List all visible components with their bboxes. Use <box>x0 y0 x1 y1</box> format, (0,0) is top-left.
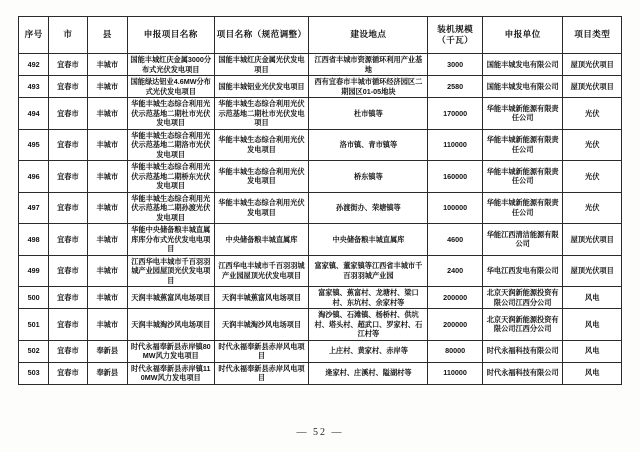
cell-capacity: 170000 <box>428 98 482 130</box>
cell-city: 宜春市 <box>49 76 87 98</box>
cell-type: 屋顶光伏项目 <box>563 54 622 76</box>
cell-project-name: 国能丰城铝业光伏发电项目 <box>214 76 309 98</box>
table-row <box>19 129 622 161</box>
cell-type: 光伏 <box>563 192 622 224</box>
cell-no: 500 <box>19 287 49 309</box>
header-capacity: 装机规模（千瓦） <box>428 17 482 54</box>
cell-site: 富家镇、蕉富村、龙塘村、梁口村、东坑村、余家村等 <box>309 287 428 309</box>
cell-county: 奉新县 <box>87 340 127 362</box>
cell-no: 492 <box>19 54 49 76</box>
cell-county: 丰城市 <box>87 224 127 256</box>
cell-capacity: 2400 <box>428 255 482 287</box>
header-site: 建设地点 <box>309 17 428 54</box>
cell-no: 503 <box>19 362 49 384</box>
cell-city: 宜春市 <box>49 129 87 161</box>
cell-declared-name: 时代永福奉新县赤岸镇80MW风力发电项目 <box>127 340 214 362</box>
cell-city: 宜春市 <box>49 362 87 384</box>
cell-type: 屋顶光伏项目 <box>563 224 622 256</box>
table-row <box>19 340 622 362</box>
cell-unit: 华能丰城新能源有限责任公司 <box>482 161 563 193</box>
cell-unit: 华能丰城新能源有限责任公司 <box>482 192 563 224</box>
cell-unit: 时代永福科技有限公司 <box>482 362 563 384</box>
cell-site: 淘沙镇、石滩镇、杨桥村、供坑村、塔头村、超武口、罗家村、石江村等 <box>309 309 428 341</box>
cell-declared-name: 华能丰城生态综合利用光伏示范基地二期桥东光伏发电项目 <box>127 161 214 193</box>
cell-unit: 北京天润新能源投资有限公司江西分公司 <box>482 309 563 341</box>
cell-no: 494 <box>19 98 49 130</box>
cell-type: 风电 <box>563 309 622 341</box>
cell-site: 西有宜春市丰城市循环经济园区二期园区01-05地块 <box>309 76 428 98</box>
cell-project-name: 天润丰城淘沙风电场项目 <box>214 309 309 341</box>
header-unit: 申报单位 <box>482 17 563 54</box>
header-city: 市 <box>49 17 87 54</box>
cell-unit: 国能丰城发电有限公司 <box>482 76 563 98</box>
cell-county: 丰城市 <box>87 129 127 161</box>
table-header-row <box>19 17 622 54</box>
cell-site: 逄家村、庄溪村、隘湖村等 <box>309 362 428 384</box>
cell-no: 502 <box>19 340 49 362</box>
cell-project-name: 江西华电丰城市千百羽羽城产业园屋顶光伏发电项目 <box>214 255 309 287</box>
cell-capacity: 80000 <box>428 340 482 362</box>
cell-declared-name: 天润丰城淘沙风电场项目 <box>127 309 214 341</box>
cell-type: 光伏 <box>563 161 622 193</box>
cell-project-name: 华能丰城生态综合利用光伏示范基地二期杜市光伏发电项目 <box>214 98 309 130</box>
cell-no: 498 <box>19 224 49 256</box>
cell-declared-name: 华能丰城生态综合利用光伏示范基地二期洛市光伏发电项目 <box>127 129 214 161</box>
cell-capacity: 2580 <box>428 76 482 98</box>
cell-declared-name: 华能丰城生态综合利用光伏示范基地二期杜市光伏发电项目 <box>127 98 214 130</box>
cell-unit: 华能江西清洁能源有限公司 <box>482 224 563 256</box>
cell-unit: 华电江西发电有限公司 <box>482 255 563 287</box>
projects-table <box>18 16 622 385</box>
cell-capacity: 110000 <box>428 129 482 161</box>
cell-project-name: 华能丰城生态综合利用光伏发电项目 <box>214 161 309 193</box>
cell-capacity: 110000 <box>428 362 482 384</box>
cell-city: 宜春市 <box>49 54 87 76</box>
cell-no: 497 <box>19 192 49 224</box>
cell-county: 丰城市 <box>87 98 127 130</box>
table-row <box>19 224 622 256</box>
cell-type: 屋顶光伏项目 <box>563 76 622 98</box>
cell-project-name: 天润丰城蕉富风电场项目 <box>214 287 309 309</box>
table-row <box>19 98 622 130</box>
cell-type: 屋顶光伏项目 <box>563 255 622 287</box>
cell-capacity: 100000 <box>428 192 482 224</box>
cell-declared-name: 国能绿达铝业4.6MW分布式光伏发电项目 <box>127 76 214 98</box>
cell-unit: 时代永福科技有限公司 <box>482 340 563 362</box>
cell-capacity: 200000 <box>428 309 482 341</box>
table-row <box>19 362 622 384</box>
cell-site: 洛市镇、青市镇等 <box>309 129 428 161</box>
cell-no: 493 <box>19 76 49 98</box>
table-header <box>19 17 622 54</box>
cell-project-name: 中央储备粮丰城直属库 <box>214 224 309 256</box>
cell-capacity: 200000 <box>428 287 482 309</box>
cell-unit: 国能丰城发电有限公司 <box>482 54 563 76</box>
cell-unit: 北京天润新能源投资有限公司江西分公司 <box>482 287 563 309</box>
cell-project-name: 华能丰城生态综合利用光伏发电项目 <box>214 129 309 161</box>
cell-capacity: 160000 <box>428 161 482 193</box>
cell-project-name: 华能丰城生态综合利用光伏发电项目 <box>214 192 309 224</box>
cell-site: 富家镇、董家镇等江西省丰城市千百羽羽城产业园 <box>309 255 428 287</box>
cell-site: 杜市镇等 <box>309 98 428 130</box>
cell-type: 光伏 <box>563 98 622 130</box>
cell-no: 496 <box>19 161 49 193</box>
cell-county: 丰城市 <box>87 161 127 193</box>
table-row <box>19 76 622 98</box>
header-county: 县 <box>87 17 127 54</box>
table-row <box>19 309 622 341</box>
cell-city: 宜春市 <box>49 98 87 130</box>
cell-site: 中央储备粮丰城直属库 <box>309 224 428 256</box>
cell-declared-name: 国能丰城红庆金属3000分布式光伏发电项目 <box>127 54 214 76</box>
cell-type: 光伏 <box>563 129 622 161</box>
cell-site: 江西省丰城市资源循环利用产业基地 <box>309 54 428 76</box>
cell-declared-name: 华能中央储备粮丰城直属库库分布式光伏发电电项目 <box>127 224 214 256</box>
table-row <box>19 161 622 193</box>
cell-site: 孙渡街办、荣塘镇等 <box>309 192 428 224</box>
cell-declared-name: 天润丰城蕉富风电场项目 <box>127 287 214 309</box>
header-no: 序号 <box>19 17 49 54</box>
cell-project-name: 国能丰城红庆金属光伏发电项目 <box>214 54 309 76</box>
table-row <box>19 287 622 309</box>
cell-unit: 华能丰城新能源有限责任公司 <box>482 129 563 161</box>
cell-type: 风电 <box>563 362 622 384</box>
cell-type: 风电 <box>563 340 622 362</box>
cell-city: 宜春市 <box>49 340 87 362</box>
cell-type: 风电 <box>563 287 622 309</box>
cell-capacity: 3000 <box>428 54 482 76</box>
cell-county: 丰城市 <box>87 309 127 341</box>
cell-no: 501 <box>19 309 49 341</box>
cell-county: 丰城市 <box>87 54 127 76</box>
cell-site: 上庄村、黄家村、赤岸等 <box>309 340 428 362</box>
cell-no: 495 <box>19 129 49 161</box>
cell-capacity: 4600 <box>428 224 482 256</box>
table-row <box>19 54 622 76</box>
cell-city: 宜春市 <box>49 287 87 309</box>
cell-county: 丰城市 <box>87 76 127 98</box>
cell-county: 丰城市 <box>87 255 127 287</box>
cell-city: 宜春市 <box>49 192 87 224</box>
cell-site: 桥东镇等 <box>309 161 428 193</box>
table-row <box>19 255 622 287</box>
cell-city: 宜春市 <box>49 309 87 341</box>
cell-city: 宜春市 <box>49 161 87 193</box>
cell-project-name: 时代永福奉新县赤岸风电项目 <box>214 340 309 362</box>
cell-project-name: 时代永福奉新县赤岸风电项目 <box>214 362 309 384</box>
cell-declared-name: 华能丰城生态综合利用光伏示范基地二期孙渡光伏发电项目 <box>127 192 214 224</box>
cell-unit: 华能丰城新能源有限责任公司 <box>482 98 563 130</box>
cell-county: 奉新县 <box>87 362 127 384</box>
table-row <box>19 192 622 224</box>
cell-declared-name: 江西华电丰城市千百羽羽城产业园屋顶光伏发电项目 <box>127 255 214 287</box>
cell-city: 宜春市 <box>49 255 87 287</box>
table-body <box>19 54 622 385</box>
header-type: 项目类型 <box>563 17 622 54</box>
cell-declared-name: 时代永福奉新县赤岸镇110MW风力发电项目 <box>127 362 214 384</box>
header-project-name: 项目名称（规范调整） <box>214 17 309 54</box>
cell-county: 丰城市 <box>87 287 127 309</box>
page-number: — 52 — <box>296 427 344 438</box>
cell-county: 丰城市 <box>87 192 127 224</box>
cell-city: 宜春市 <box>49 224 87 256</box>
header-declared-name: 申报项目名称 <box>127 17 214 54</box>
cell-no: 499 <box>19 255 49 287</box>
